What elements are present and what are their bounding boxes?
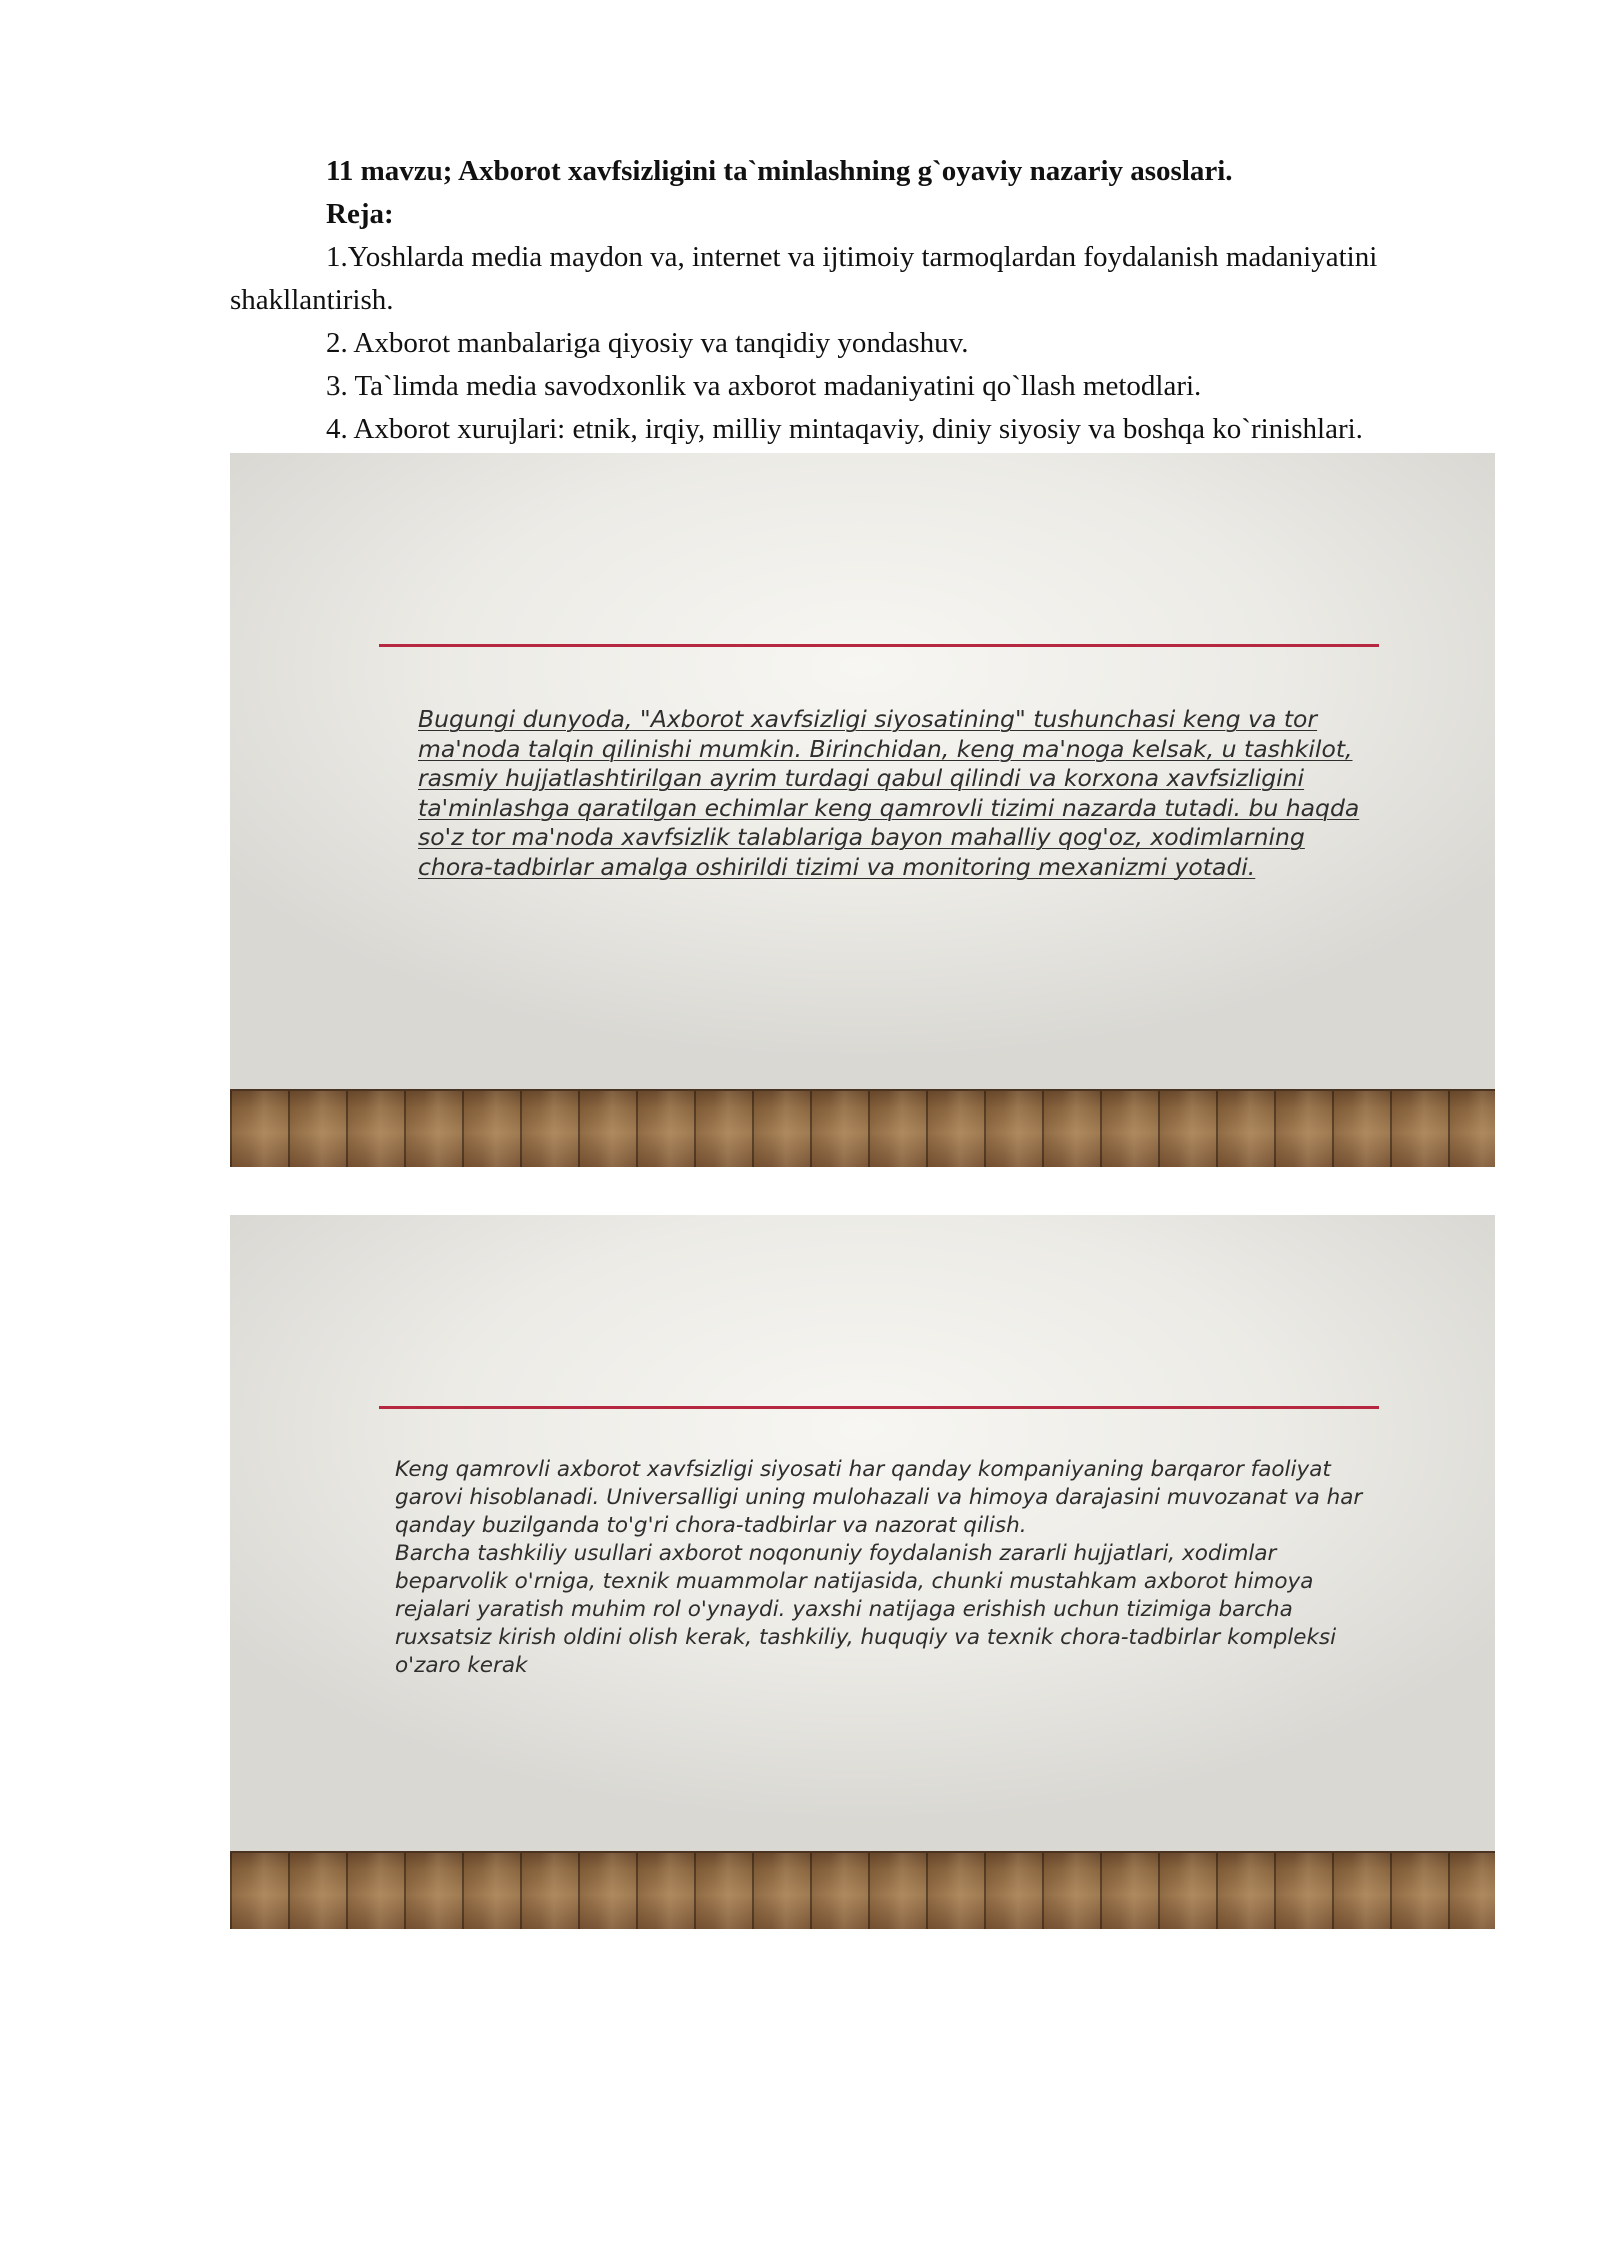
wood-floor-decoration [230, 1089, 1495, 1167]
slide-image-2 [230, 1215, 1495, 1929]
plan-item-3: 3. Ta`limda media savodxonlik va axborot madaniyatini qo`llash metodlari. [326, 370, 1202, 402]
slide-1-text: Bugungi dunyoda, "Axborot xavfsizligi siyosatining" tushunchasi keng va tor ma'noda talqin qilinishi mumkin. Birinchidan, keng ma'noga kelsak, u tashkilot, rasmiy hujjatlashtirilgan ayrim turdagi qabul qilindi va korxona xavfsizligini ta'minlashga qaratilgan echimlar keng qamrovli tizimi nazarda tutadi. bu haqda so'z tor ma'noda xavfsizlik talablariga bayon mahalliy qog'oz, xodimlarning chora-tadbirlar amalga oshirildi tizimi va monitoring mexanizmi yotadi. [418, 705, 1360, 881]
document-text [230, 150, 1500, 451]
wood-floor-decoration [230, 1851, 1495, 1929]
slide-accent-rule [379, 644, 1379, 647]
slide-2-text [395, 1456, 1370, 1680]
slide-2-paragraph-1: Keng qamrovli axborot xavfsizligi siyosati har qanday kompaniyaning barqaror faoliyat garovi hisoblanadi. Universalligi uning mulohazali va himoya darajasini muvozanat va har qanday buzilganda to'g'ri chora-tadbirlar va nazorat qilish. [395, 1457, 1363, 1538]
slide-accent-rule [379, 1406, 1379, 1409]
slide-2-paragraph-2: Barcha tashkiliy usullari axborot noqonuniy foydalanish zararli hujjatlari, xodimlar beparvolik o'rniga, texnik muammolar natijasida, chunki mustahkam axborot himoya rejalari yaratish muhim rol o'ynaydi. yaxshi natijaga erishish uchun tizimiga barcha ruxsatsiz kirish oldini olish kerak, tashkiliy, huquqiy va texnik chora-tadbirlar kompleksi o'zaro kerak [395, 1541, 1337, 1678]
slide-image-1 [230, 453, 1495, 1167]
plan-item-4: 4. Axborot xurujlari: etnik, irqiy, milliy mintaqaviy, diniy siyosiy va boshqa ko`rinishlari. [326, 413, 1363, 445]
plan-item-2: 2. Axborot manbalariga qiyosiy va tanqidiy yondashuv. [326, 327, 969, 359]
plan-item-1: 1.Yoshlarda media maydon va, internet va ijtimoiy tarmoqlardan foydalanish madaniyatini shakllantirish. [230, 241, 1378, 316]
plan-heading: Reja: [326, 198, 394, 230]
document-title: 11 mavzu; Axborot xavfsizligini ta`minlashning g`oyaviy nazariy asoslari. [326, 155, 1233, 187]
